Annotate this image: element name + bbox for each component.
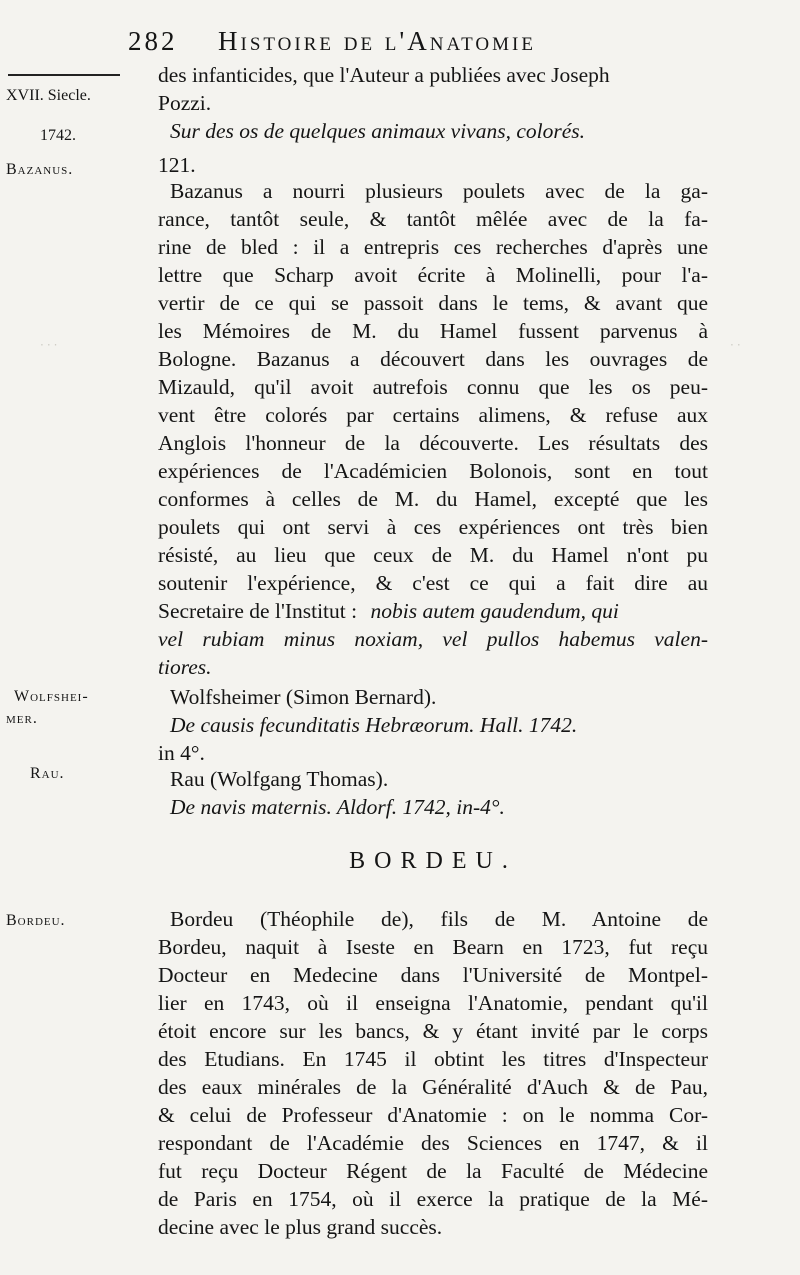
- text-line: & celui de Professeur d'Anatomie : on le nomma Cor-: [158, 1103, 708, 1127]
- text-line: Bazanus a nourri plusieurs poulets avec de la ga-: [170, 179, 708, 203]
- work-title: De causis fecunditatis Hebræorum. Hall. 1742.: [170, 713, 578, 737]
- text-line: résisté, au lieu que ceux de M. du Hamel n'ont pu: [158, 543, 708, 567]
- text-line: Mizauld, qu'il avoit autrefois connu que les os peu-: [158, 375, 708, 399]
- margin-note-wolfsheimer: Wolfshei-: [14, 688, 89, 705]
- section-heading: BORDEU.: [349, 848, 517, 874]
- text-line: de Paris en 1754, où il exerce la pratique de la Mé-: [158, 1187, 708, 1211]
- text-line: respondant de l'Académie des Sciences en 1747, & il: [158, 1131, 708, 1155]
- text-line: soutenir l'expérience, & c'est ce qui a fait dire au: [158, 571, 708, 595]
- entry-number: 121.: [158, 153, 196, 177]
- show-through-smudge: ⋅ ⋅: [730, 338, 741, 352]
- text-line: conformes à celles de M. du Hamel, excepté que les: [158, 487, 708, 511]
- text-line: rance, tantôt seule, & tantôt mêlée avec de la fa-: [158, 207, 708, 231]
- text-line: lier en 1743, où il enseigna l'Anatomie, pendant qu'il: [158, 991, 708, 1015]
- text-line: des eaux minérales de la Généralité d'Auch & de Pau,: [158, 1075, 708, 1099]
- margin-note-wolfsheimer-cont: mer.: [6, 710, 38, 727]
- margin-note-year: 1742.: [40, 127, 76, 144]
- text-line: Pozzi.: [158, 91, 212, 115]
- latin-quote: tiores.: [158, 655, 212, 679]
- entry-title: Sur des os de quelques animaux vivans, colorés.: [170, 119, 585, 143]
- text-line: vertir de ce qui se passoit dans le tems, & avant que: [158, 291, 708, 315]
- margin-note-century: XVII. Siecle.: [6, 87, 91, 104]
- show-through-smudge: ⋅ ⋅ ⋅: [40, 338, 58, 352]
- running-title: Histoire de l'Anatomie: [218, 26, 536, 56]
- text-line: des infanticides, que l'Auteur a publiées avec Joseph: [158, 63, 610, 87]
- margin-note-bazanus: Bazanus.: [6, 161, 74, 178]
- text-line: Anglois l'honneur de la découverte. Les résultats des: [158, 431, 708, 455]
- text-line: lettre que Scharp avoit écrite à Molinelli, pour l'a-: [158, 263, 708, 287]
- latin-quote: vel rubiam minus noxiam, vel pullos habemus valen-: [158, 627, 708, 651]
- page-number: 282: [128, 26, 178, 56]
- margin-note-rau: Rau.: [30, 765, 65, 782]
- text-line: Bordeu, naquit à Iseste en Bearn en 1723, fut reçu: [158, 935, 708, 959]
- text-line: expériences de l'Académicien Bolonois, sont en tout: [158, 459, 708, 483]
- text-line: rine de bled : il a entrepris ces recherches d'après une: [158, 235, 708, 259]
- margin-note-bordeu: Bordeu.: [6, 912, 66, 929]
- latin-quote: nobis autem gaudendum, qui: [370, 599, 619, 623]
- text-line: vent être colorés par certains alimens, & refuse aux: [158, 403, 708, 427]
- text-line: Docteur en Medecine dans l'Université de Montpel-: [158, 963, 708, 987]
- text-line: les Mémoires de M. du Hamel fussent parvenus à: [158, 319, 708, 343]
- text-line: Bologne. Bazanus a découvert dans les ouvrages de: [158, 347, 708, 371]
- text-roman: Secretaire de l'Institut :: [158, 599, 358, 623]
- work-title: De navis maternis. Aldorf. 1742, in-4°.: [170, 795, 505, 819]
- text-line: [158, 597, 708, 625]
- text-line: poulets qui ont servi à ces expériences ont très bien: [158, 515, 708, 539]
- author-entry-wolfsheimer: Wolfsheimer (Simon Bernard).: [170, 685, 437, 709]
- author-entry-rau: Rau (Wolfgang Thomas).: [170, 767, 389, 791]
- text-line: in 4°.: [158, 741, 205, 765]
- running-header: [128, 26, 668, 58]
- text-line: fut reçu Docteur Régent de la Faculté de Médecine: [158, 1159, 708, 1183]
- text-line: Bordeu (Théophile de), fils de M. Antoine de: [170, 907, 708, 931]
- text-line: decine avec le plus grand succès.: [158, 1215, 443, 1239]
- margin-rule: [8, 74, 120, 76]
- text-line: étoit encore sur les bancs, & y étant invité par le corps: [158, 1019, 708, 1043]
- text-line: des Etudians. En 1745 il obtint les titres d'Inspecteur: [158, 1047, 708, 1071]
